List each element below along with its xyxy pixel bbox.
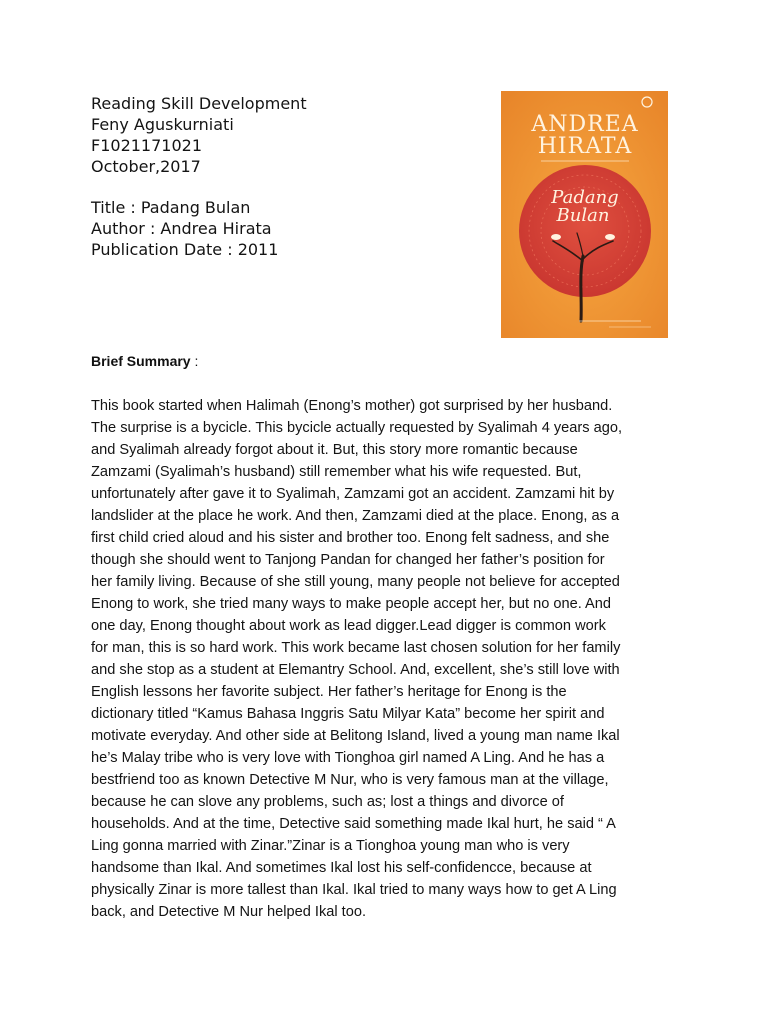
summary-line: motivate everyday. And other side at Belitong Island, lived a young man name Ikal [91,728,620,744]
publication-date-line: Publication Date : 2011 [91,240,279,259]
summary-heading-colon: : [190,353,199,369]
summary-line: first child cried aloud and his sister and brother too. Enong felt sadness, and she [91,530,610,546]
summary-line: he’s Malay tribe who is very love with Tionghoa girl named A Ling. And he has a [91,750,605,766]
summary-line: and she stop as a student at Elemantry School. And, excellent, she’s still love with [91,662,620,678]
summary-paragraph [91,395,691,923]
cover-author-last: HIRATA [537,134,633,159]
cover-title-top: Padang [551,187,619,208]
summary-line: Zamzami (Syalimah’s husband) still remember what his wife requested. But, [91,464,582,480]
summary-line: Ling gonna married with Zinar.”Zinar is a Tionghoa young man who is very [91,838,570,854]
summary-heading-label: Brief Summary [91,353,191,369]
summary-line: bestfriend too as known Detective M Nur, who is very famous man at the village, [91,772,609,788]
summary-line: for man, this is so hard work. This work became last chosen solution for her family [91,640,621,656]
summary-line: though she should went to Tanjong Pandan for changed her father’s position for [91,552,605,568]
student-id: F1021171021 [91,136,202,155]
summary-line: This book started when Halimah (Enong’s mother) got surprised by her husband. [91,398,613,414]
book-author-line: Author : Andrea Hirata [91,219,272,238]
summary-line: dictionary titled “Kamus Bahasa Inggris Satu Milyar Kata” become her spirit and [91,706,605,722]
course-name: Reading Skill Development [91,94,307,113]
summary-line: physically Zinar is more tallest than Ikal. Ikal tried to many ways how to get A Ling [91,882,617,898]
summary-line: one day, Enong thought about work as lead digger.Lead digger is common work [91,618,606,634]
cover-title-bottom: Bulan [556,205,610,226]
summary-line: households. And at the time, Detective said something made Ikal hurt, he said “ A [91,816,616,832]
summary-line: her family living. Because of she still young, many people not believe for accepted [91,574,620,590]
summary-line: The surprise is a bycicle. This bycicle actually requested by Syalimah 4 years ago, [91,420,623,436]
header-spacer [91,177,307,197]
document-header [91,93,307,260]
student-name: Feny Aguskurniati [91,115,234,134]
summary-line: unfortunately after gave it to Syalimah, Zamzami got an accident. Zamzami hit by [91,486,615,502]
summary-line: back, and Detective M Nur helped Ikal too. [91,904,366,920]
summary-line: handsome than Ikal. And sometimes Ikal lost his self-confidencce, because at [91,860,592,876]
summary-line: because he can slove any problems, such as; lost a things and divorce of [91,794,564,810]
summary-line: Enong to work, she tried many ways to make people accept her, but no one. And [91,596,612,612]
summary-line: and Syalimah already forgot about it. But, this story more romantic because [91,442,578,458]
summary-heading [91,351,198,371]
summary-line: English lessons her favorite subject. Her father’s heritage for Enong is the [91,684,567,700]
summary-line: landslider at the place he work. And then, Zamzami died at the place. Enong, as a [91,508,620,524]
book-cover-image [501,91,668,338]
document-date: October,2017 [91,157,201,176]
cover-author-first: ANDREA [531,112,639,137]
book-cover-art [501,91,668,338]
cover-red-moon [519,165,651,297]
book-title-line: Title : Padang Bulan [91,198,251,217]
